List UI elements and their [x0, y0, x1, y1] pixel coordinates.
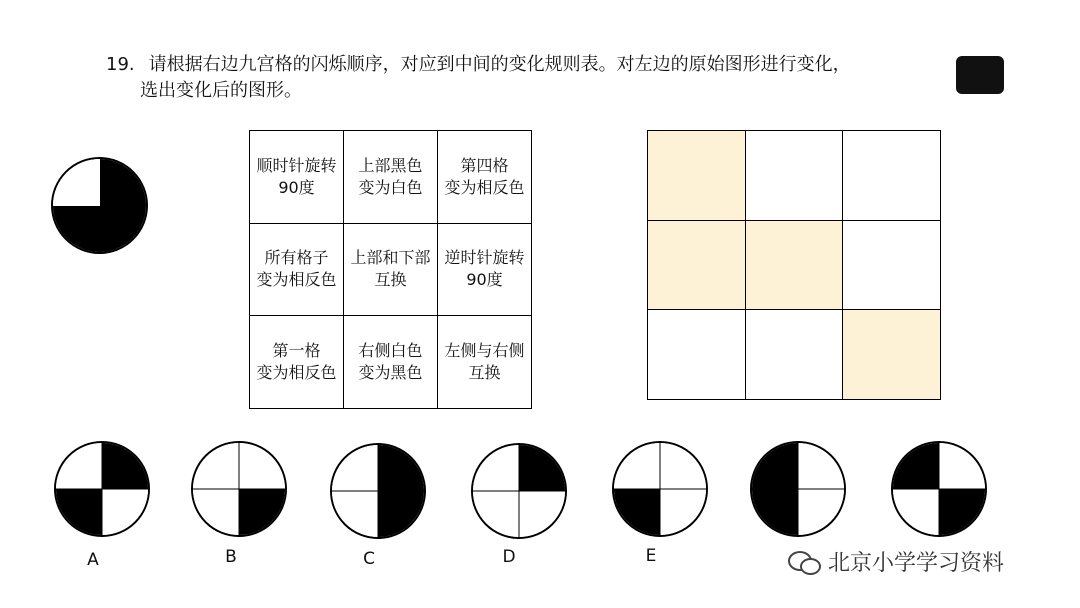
- option-d-figure[interactable]: [471, 443, 567, 539]
- option-d-label: D: [502, 547, 516, 567]
- grid-cell-3: [843, 131, 941, 221]
- question-number: 19.: [106, 54, 135, 75]
- option-c-figure[interactable]: [330, 443, 426, 539]
- quadrant-tr: [660, 443, 706, 489]
- quadrant-br: [660, 489, 706, 535]
- quadrant-bl: [332, 491, 378, 537]
- quadrant-br: [378, 491, 424, 537]
- divider-horizontal: [752, 489, 844, 490]
- quadrant-br: [798, 489, 844, 535]
- question-text: [106, 52, 851, 104]
- quadrant-br: [519, 491, 565, 537]
- quadrant-bl: [752, 489, 798, 535]
- quadrant-bl: [193, 489, 239, 535]
- watermark: 北京小学学习资料: [788, 546, 1004, 577]
- option-a-label: A: [87, 550, 99, 570]
- question-line-1: 19. 请根据右边九宫格的闪烁顺序，对应到中间的变化规则表。对左边的原始图形进行变化，: [106, 54, 851, 75]
- quadrant-tl: [752, 443, 798, 489]
- quadrant-bl: [893, 489, 939, 535]
- grid-cell-5: [745, 220, 843, 310]
- grid-cell-1: [648, 131, 746, 221]
- rule-cell-7: 第一格 变为相反色: [250, 316, 344, 409]
- quadrant-br: [102, 489, 148, 535]
- quadrant-br: [100, 206, 147, 253]
- quadrant-bl: [53, 206, 100, 253]
- quadrant-tl: [56, 443, 102, 489]
- rule-cell-5: 上部和下部 互换: [344, 223, 438, 316]
- rule-cell-4: 所有格子 变为相反色: [250, 223, 344, 316]
- option-b-label: B: [225, 547, 237, 567]
- quadrant-tr: [519, 445, 565, 491]
- divider-horizontal: [893, 489, 985, 490]
- divider-horizontal: [473, 491, 565, 492]
- quadrant-bl: [614, 489, 660, 535]
- quadrant-tr: [939, 443, 985, 489]
- rule-cell-2: 上部黑色 变为白色: [344, 131, 438, 224]
- option-g-figure[interactable]: [891, 441, 987, 537]
- quadrant-tl: [893, 443, 939, 489]
- quadrant-tr: [239, 443, 285, 489]
- rule-cell-3: 第四格 变为相反色: [438, 131, 532, 224]
- quadrant-tl: [193, 443, 239, 489]
- option-b-figure[interactable]: [191, 441, 287, 537]
- quadrant-tr: [100, 159, 147, 206]
- quadrant-tr: [102, 443, 148, 489]
- option-f-figure[interactable]: [750, 441, 846, 537]
- rule-cell-6: 逆时针旋转 90度: [438, 223, 532, 316]
- grid-cell-9: [843, 310, 941, 400]
- question-line-2: 选出变化后的图形。: [140, 80, 302, 101]
- quadrant-tl: [53, 159, 100, 206]
- option-e-label: E: [645, 546, 657, 566]
- quadrant-tr: [378, 445, 424, 491]
- grid-cell-7: [648, 310, 746, 400]
- grid-cell-4: [648, 220, 746, 310]
- divider-horizontal: [56, 489, 148, 490]
- quadrant-br: [939, 489, 985, 535]
- quadrant-tl: [332, 445, 378, 491]
- option-e-figure[interactable]: [612, 441, 708, 537]
- flash-grid: [647, 130, 941, 400]
- option-a-figure[interactable]: [54, 441, 150, 537]
- rule-cell-1: 顺时针旋转 90度: [250, 131, 344, 224]
- grid-cell-8: [745, 310, 843, 400]
- rules-table: [249, 130, 532, 409]
- grid-cell-6: [843, 220, 941, 310]
- wechat-icon: [788, 549, 822, 575]
- quadrant-tl: [614, 443, 660, 489]
- quadrant-bl: [56, 489, 102, 535]
- quadrant-br: [239, 489, 285, 535]
- option-c-label: C: [363, 549, 375, 569]
- quadrant-bl: [473, 491, 519, 537]
- divider-horizontal: [193, 489, 285, 490]
- divider-horizontal: [614, 489, 706, 490]
- grid-cell-2: [745, 131, 843, 221]
- quadrant-tl: [473, 445, 519, 491]
- divider-horizontal: [332, 491, 424, 492]
- quadrant-tr: [798, 443, 844, 489]
- original-figure: [51, 157, 148, 254]
- page-number-badge: 26: [956, 56, 1004, 94]
- rule-cell-8: 右侧白色 变为黑色: [344, 316, 438, 409]
- rule-cell-9: 左侧与右侧 互换: [438, 316, 532, 409]
